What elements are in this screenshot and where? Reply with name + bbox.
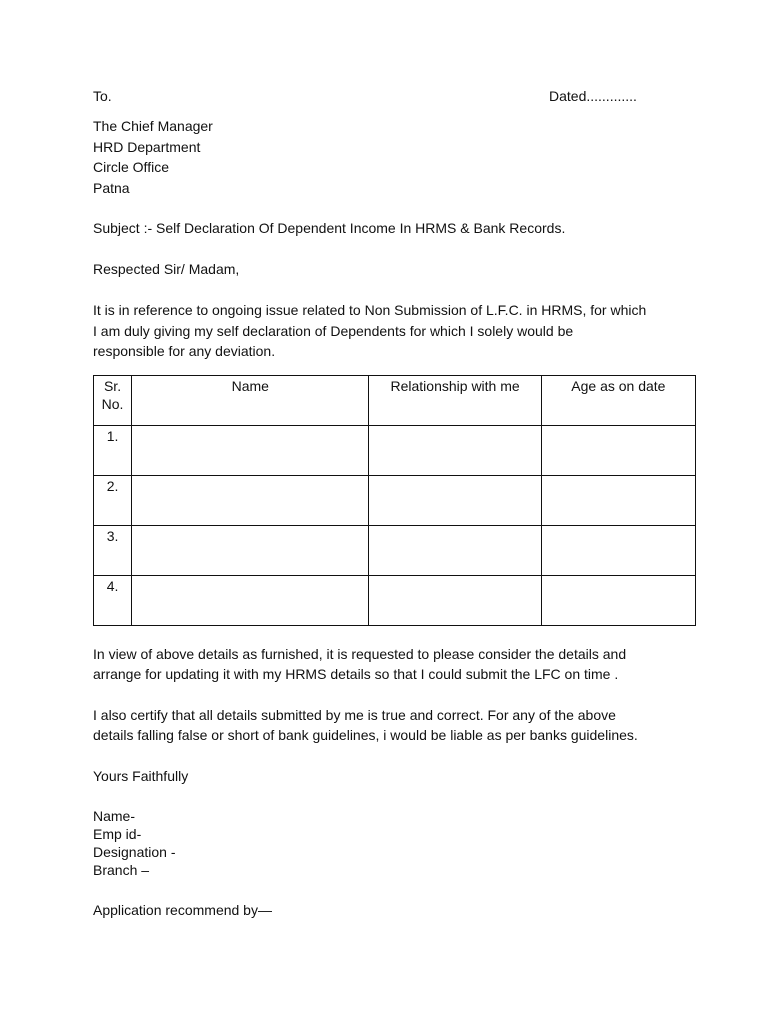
cell-sr: 4.	[94, 575, 132, 625]
cell-relationship[interactable]	[369, 575, 541, 625]
letter-header	[93, 86, 696, 106]
cell-relationship[interactable]	[369, 525, 541, 575]
cell-name[interactable]	[132, 575, 369, 625]
table-row	[94, 425, 696, 475]
cell-relationship[interactable]	[369, 425, 541, 475]
cell-age[interactable]	[541, 525, 695, 575]
closing-line: Yours Faithfully	[93, 767, 189, 784]
address-line-3: Circle Office	[93, 159, 169, 175]
certify-line-2: details falling false or short of bank guidelines, i would be liable as per banks guidelines.	[93, 727, 638, 743]
cell-sr: 3.	[94, 525, 132, 575]
table-row	[94, 525, 696, 575]
cell-name[interactable]	[132, 525, 369, 575]
recommend-line: Application recommend by—	[93, 901, 272, 918]
intro-line-2: I am duly giving my self declaration of Dependents for which I solely would be	[93, 322, 574, 339]
header-sr-line-2: No.	[101, 395, 124, 412]
header-age: Age as on date	[541, 375, 695, 425]
table-row	[94, 575, 696, 625]
header-sr-no	[94, 375, 132, 425]
table-header-row	[94, 375, 696, 425]
cell-age[interactable]	[541, 575, 695, 625]
address-line-2: HRD Department	[93, 138, 201, 155]
signature-branch: Branch –	[93, 861, 150, 878]
request-line-1: In view of above details as furnished, it is requested to please consider the details and	[93, 645, 627, 662]
certify-paragraph	[93, 705, 696, 746]
request-line-2: arrange for updating it with my HRMS details so that I could submit the LFC on time .	[93, 666, 619, 682]
subject-line: Subject :- Self Declaration Of Dependent Income In HRMS & Bank Records.	[93, 220, 566, 236]
cell-sr: 1.	[94, 425, 132, 475]
header-sr-line-1: Sr.	[103, 377, 122, 394]
dependents-table	[93, 375, 696, 626]
intro-line-3: responsible for any deviation.	[93, 343, 276, 359]
signature-emp-id: Emp id-	[93, 825, 142, 842]
address-line-4: Patna	[93, 179, 130, 196]
cell-sr: 2.	[94, 475, 132, 525]
certify-line-1: I also certify that all details submitted by me is true and correct. For any of the above	[93, 706, 616, 723]
table-row	[94, 475, 696, 525]
header-name: Name	[132, 375, 369, 425]
header-relationship: Relationship with me	[369, 375, 541, 425]
intro-line-1: It is in reference to ongoing issue related to Non Submission of L.F.C. in HRMS, for which	[93, 302, 647, 318]
letter-document	[93, 86, 696, 920]
request-paragraph	[93, 644, 696, 685]
signature-name: Name-	[93, 807, 136, 824]
intro-paragraph	[93, 300, 696, 362]
dated-label: Dated.............	[549, 88, 637, 104]
to-label: To.	[93, 88, 112, 104]
recipient-address	[93, 116, 696, 198]
signature-designation: Designation -	[93, 843, 176, 860]
address-line-1: The Chief Manager	[93, 118, 213, 134]
cell-age[interactable]	[541, 425, 695, 475]
salutation: Respected Sir/ Madam,	[93, 261, 240, 277]
cell-name[interactable]	[132, 475, 369, 525]
cell-relationship[interactable]	[369, 475, 541, 525]
cell-name[interactable]	[132, 425, 369, 475]
signature-block	[93, 807, 696, 879]
cell-age[interactable]	[541, 475, 695, 525]
